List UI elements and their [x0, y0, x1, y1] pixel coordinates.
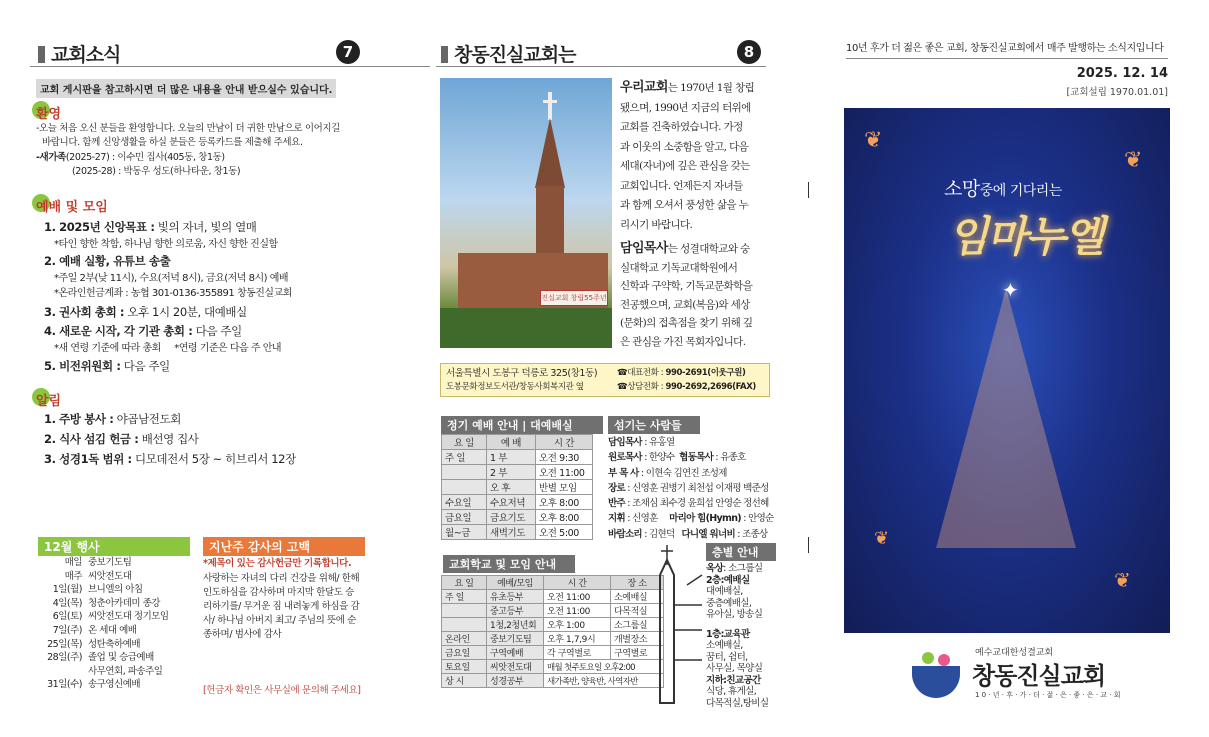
table-cell [442, 480, 487, 495]
worship-table [441, 434, 593, 540]
floor-1-line: 소예배실, [706, 640, 743, 651]
december-event: 성탄축하예배 [88, 638, 141, 650]
table-row [442, 495, 593, 510]
table-row [442, 525, 593, 540]
table-cell: 구역예배 [487, 646, 544, 660]
christmas-tree-icon [936, 288, 1076, 548]
table-row [442, 660, 664, 674]
notice-banner: 교회 게시판을 참고하시면 더 많은 내용을 안내 받으실수 있습니다. [36, 79, 336, 98]
about-pastor: 담임목사는 성결대학교와 숭 실대학교 기독교대학원에서 신학과 구약학, 기독교문화학을 전공했으며, 교회(복음)와 세상 (문화)의 접촉점을 찾기 위해 깊 은 관심을 가진 목회자입니다. [620, 241, 753, 348]
table-header-cell: 시 간 [536, 435, 593, 450]
church-photo [440, 78, 612, 348]
middle-section-title: 창동진실교회는 [441, 40, 575, 67]
tagline: 10년 후가 더 젊은 좋은 교회, 창동진실교회에서 매주 발행하는 소식지입니다 [846, 43, 1164, 54]
table-cell: 주 일 [442, 590, 487, 604]
left-title-rule [30, 66, 430, 67]
table-cell: 금요일 [442, 646, 487, 660]
table-header-cell: 요 일 [442, 435, 487, 450]
founded-date: [교회설립 1970.01.01] [1066, 87, 1168, 98]
table-cell: 반별 모임 [536, 480, 593, 495]
table-row [442, 510, 593, 525]
logo-dot [922, 652, 934, 664]
worship-table-heading: 정기 예배 안내 | 대예배실 [441, 416, 603, 434]
table-cell: 새가족반, 양육반, 사역자반 [544, 674, 664, 688]
worship-table-wrap [441, 434, 593, 540]
floors-heading: 층별 안내 [706, 543, 776, 561]
leaf-decoration-icon: ❦ [864, 128, 883, 153]
table-cell [442, 618, 487, 632]
table-cell [442, 465, 487, 480]
worship-item-2-sub1: *주일 2부(낮 11시), 수요(저녁 8시), 금요(저녁 8시) 예배 [54, 273, 289, 284]
table-cell: 수요저녁 [487, 495, 536, 510]
table-row [442, 465, 593, 480]
notices-heading: 알림 [36, 390, 61, 409]
december-event: 브니엘의 아침 [88, 584, 143, 596]
page-number-8: 8 [737, 40, 761, 64]
gratitude-heading: 지난주 감사의 고백 [203, 537, 365, 556]
staff-line: 반주 : 조채심 최수경 윤희섭 안영순 정선혜 [608, 498, 769, 510]
middle-title-rule [436, 66, 766, 67]
school-table-heading: 교회학교 및 모임 안내 [443, 555, 575, 573]
table-cell: 구역별로 [611, 646, 664, 660]
welcome-line2: 바랍니다. 함께 신앙생활을 하실 분들은 등록카드를 제출해 주세요. [42, 137, 303, 148]
table-header-cell: 시 간 [544, 576, 611, 590]
table-header-cell: 장 소 [611, 576, 664, 590]
steeple-shape [535, 118, 565, 188]
worship-item-1-sub: *타인 향한 착함, 하나님 향한 의로움, 자신 향한 진실함 [54, 239, 278, 250]
december-row [38, 610, 188, 624]
table-cell: 1청,2청년회 [487, 618, 544, 632]
december-date: 6일(토) [52, 611, 82, 623]
cross-bar [543, 100, 557, 103]
table-cell: 소그룹실 [611, 618, 664, 632]
trees-shape [440, 308, 612, 348]
table-cell: 각 구역별로 [544, 646, 611, 660]
table-cell: 매월 첫주토요일 오후2:00 [544, 660, 664, 674]
december-event: 중보기도팀 [88, 557, 132, 568]
table-cell: 오후 1,7,9시 [544, 632, 611, 646]
december-event: 졸업 및 승급예배 [88, 652, 154, 664]
table-header-row [442, 576, 664, 590]
worship-item-5: 5. 비전위원회 : 다음 주일 [44, 359, 170, 373]
address-box [440, 363, 770, 397]
floor-b1-line: 다목적실,탕비실 [706, 697, 769, 709]
december-row [38, 638, 188, 652]
table-row [442, 604, 664, 618]
phone-counsel: ☎상담전화 : 990-2692,2696(FAX) [617, 382, 756, 392]
table-cell: 월~금 [442, 525, 487, 540]
table-cell [442, 604, 487, 618]
december-date: 31일(수) [47, 679, 82, 691]
page-number-7: 7 [336, 40, 360, 64]
table-cell: 오전 11:00 [544, 590, 611, 604]
table-cell: 성경공부 [487, 674, 544, 688]
floor-1-title: 1층:교육관 [706, 628, 750, 640]
floor-b1-title: 지하:친교공간 [706, 674, 761, 686]
december-row [38, 665, 188, 679]
table-row [442, 618, 664, 632]
floor-b1-line: 식당, 휴게실, [706, 686, 757, 697]
december-row [38, 583, 188, 597]
welcome-line1: -오늘 처음 오신 분들을 환영합니다. 오늘의 만남이 더 귀한 만남으로 이어지길 [36, 123, 340, 134]
worship-heading: 예배 및 모임 [36, 196, 108, 215]
december-date: 7일(주) [52, 624, 82, 636]
table-cell: 오전 5:00 [536, 525, 593, 540]
table-row [442, 674, 664, 688]
december-row [38, 597, 188, 611]
gratitude-line4: 사/ 하나님 아버지 최고/ 주님의 뜻에 순 [203, 615, 356, 626]
about-pastor-head: 담임목사 [620, 241, 668, 256]
table-cell: 주 일 [442, 450, 487, 465]
fold-mark [808, 182, 809, 198]
address-line2: 도봉문화정보도서관/창동사회복지관 옆 [446, 382, 584, 392]
gratitude-intro: *제목이 있는 감사헌금만 기록합니다. [203, 558, 352, 569]
worship-item-2: 2. 예배 실황, 유튜브 송출 [44, 254, 171, 268]
newfamily-row1: -새가족(2025-27) : 이수민 집사(405동, 창1동) [36, 152, 225, 163]
december-date: 1일(월) [52, 584, 82, 596]
leaf-decoration-icon: ❦ [1114, 568, 1131, 592]
table-cell: 온라인 [442, 632, 487, 646]
phone-main: ☎대표전화 : 990-2691(이웃구원) [617, 368, 746, 378]
worship-item-4: 4. 새로운 시작, 각 기관 총회 : 다음 주일 [44, 324, 242, 338]
about-church-head: 우리교회 [620, 80, 668, 95]
leaf-decoration-icon: ❦ [874, 528, 890, 549]
staff-line: 원로목사 : 한양수 협동목사 : 유종호 [608, 452, 746, 464]
staff-heading: 섬기는 사람들 [608, 416, 700, 434]
december-event: 씨앗전도대 정기모임 [88, 611, 169, 623]
logo-slogan: 1 0 · 년 · 후 · 가 · 더 · 젊 · 은 · 좋 · 은 · 교 · 회 [975, 691, 1121, 699]
table-cell: 중보기도팀 [487, 632, 544, 646]
december-row [38, 570, 188, 584]
floor-2-line: 중층예배실, [706, 597, 752, 609]
table-cell: 유초등부 [487, 590, 544, 604]
december-date: 매주 [64, 570, 82, 582]
newfamily-row2: (2025-28) : 박동우 성도(하나타운, 창1동) [72, 166, 241, 177]
floor-roof: 옥상: 소그룹실 [706, 563, 763, 574]
address-line1: 서울특별시 도봉구 덕릉로 325(창1동) [446, 368, 598, 379]
december-date: 25일(목) [47, 638, 82, 650]
cross-icon [548, 92, 552, 120]
left-section-title: 교회소식 [38, 40, 120, 67]
table-cell: 금요기도 [487, 510, 536, 525]
school-table [441, 575, 664, 688]
about-church: 우리교회는 1970년 1월 창립 됐으며, 1990년 지금의 터위에 교회를 건축하였습니다. 가정 과 이웃의 소중함을 알고, 다음 세대(자녀)에 깊은 관심을 갖는 교회입니다. 언제든지 자녀들 과 함께 오셔서 풍성한 삶을 누 리시기 바랍니다. [620, 80, 755, 231]
table-row [442, 450, 593, 465]
table-header-cell: 예 배 [487, 435, 536, 450]
december-row [38, 651, 188, 665]
table-cell: 금요일 [442, 510, 487, 525]
gratitude-footer: [헌금자 확인은 사무실에 문의해 주세요] [203, 685, 361, 696]
christmas-poster [844, 108, 1170, 633]
worship-item-3: 3. 권사회 총회 : 오후 1시 20분, 대예배실 [44, 305, 247, 319]
december-row [38, 556, 188, 570]
logo-church-name: 창동진실교회 [972, 662, 1106, 690]
welcome-heading: 환영 [36, 103, 61, 122]
notice-item-3: 3. 성경1독 범위 : 디모데전서 5장 ~ 히브리서 12장 [44, 452, 296, 466]
floor-2-title: 2층:예배실 [706, 574, 750, 586]
table-cell: 오후 1:00 [544, 618, 611, 632]
table-cell: 1 부 [487, 450, 536, 465]
december-row [38, 624, 188, 638]
december-date: 매일 [64, 557, 82, 568]
december-event: 씨앗전도대 [88, 570, 132, 582]
staff-line: 장로 : 신영훈 권병기 최천섭 이재평 백준성 [608, 482, 769, 494]
table-cell: 오 후 [487, 480, 536, 495]
table-cell: 오전 9:30 [536, 450, 593, 465]
december-list [38, 556, 188, 692]
floor-1-line: 사무실, 목양실 [706, 663, 763, 674]
floor-2-line: 유아실, 방송실 [706, 609, 763, 620]
floors-list [706, 563, 776, 709]
table-cell: 오후 8:00 [536, 510, 593, 525]
star-icon: ✦ [1002, 278, 1019, 302]
table-cell: 씨앗전도대 [487, 660, 544, 674]
tagline-rule [846, 58, 1168, 59]
notice-item-1: 1. 주방 봉사 : 야곱남전도회 [44, 412, 181, 426]
logo-bowl [912, 666, 960, 698]
staff-line: 바람소리 : 김현덕 다니엘 워너비 : 조종상 [608, 528, 768, 540]
poster-line2: 임마누엘 [948, 212, 1103, 261]
building-outline-icon [652, 545, 707, 705]
logo-denomination: 예수교대한성결교회 [975, 648, 1054, 658]
staff-line: 지휘 : 신영훈 마리아 힘(Hymn) : 안영순 [608, 513, 774, 525]
table-header-row [442, 435, 593, 450]
table-cell: 상 시 [442, 674, 487, 688]
worship-item-2-sub2: *온라인헌금계좌 : 농협 301-0136-355891 창동진실교회 [54, 288, 292, 299]
worship-item-4-sub: *새 연령 기준에 따라 총회 *연령 기준은 다음 주 안내 [54, 343, 282, 354]
december-event: 송구영신예배 [88, 679, 141, 691]
school-table-wrap [441, 575, 664, 688]
gratitude-line1: 사랑하는 자녀의 다리 건강을 위해/ 한해 [203, 573, 360, 584]
table-cell: 중고등부 [487, 604, 544, 618]
december-event: 사무연회, 파송주일 [88, 665, 163, 677]
table-cell: 새벽기도 [487, 525, 536, 540]
staff-line: 부 목 사 : 이현숙 김연진 조성제 [608, 467, 727, 479]
december-date: 28일(주) [47, 652, 82, 664]
table-row [442, 590, 664, 604]
gratitude-line2: 인도하심을 감사하며 마지막 한달도 승 [203, 587, 354, 598]
notice-item-2: 2. 식사 섬김 헌금 : 배선영 집사 [44, 432, 199, 446]
staff-line: 담임목사 : 유홍열 [608, 437, 675, 448]
table-header-cell: 예배/모임 [487, 576, 544, 590]
december-heading: 12월 행사 [38, 537, 190, 556]
table-cell: 2 부 [487, 465, 536, 480]
floor-1-line: 꿈터, 쉼터, [706, 651, 748, 663]
staff-list [608, 435, 773, 542]
table-row [442, 646, 664, 660]
gratitude-line5: 종하며/ 범사에 감사 [203, 629, 282, 640]
poster-line1: 소망중에 기다리는 [944, 178, 1062, 200]
table-row [442, 480, 593, 495]
table-cell: 개별장소 [611, 632, 664, 646]
logo-dot [938, 654, 950, 666]
table-header-cell: 요 일 [442, 576, 487, 590]
leaf-decoration-icon: ❦ [1124, 148, 1143, 173]
church-banner: 진실교회 창립55주년 [540, 290, 608, 306]
floor-2-line: 대예배실, [706, 586, 743, 597]
december-date: 4일(목) [52, 597, 82, 609]
worship-item-1: 1. 2025년 신앙목표 : 빛의 자녀, 빛의 열매 [44, 220, 257, 234]
table-cell: 토요일 [442, 660, 487, 674]
december-event: 청춘아카데미 종강 [88, 597, 160, 609]
table-cell: 다목적실 [611, 604, 664, 618]
december-event: 온 세대 예배 [88, 624, 137, 636]
fold-mark [808, 537, 809, 553]
table-cell: 소예배실 [611, 590, 664, 604]
table-row [442, 632, 664, 646]
december-row [38, 678, 188, 692]
gratitude-line3: 리하기를/ 무거운 짐 내려놓게 하심을 감 [203, 601, 360, 612]
issue-date: 2025. 12. 14 [1076, 66, 1168, 81]
table-cell: 오후 8:00 [536, 495, 593, 510]
church-logo-icon [912, 652, 964, 700]
table-cell: 수요일 [442, 495, 487, 510]
table-cell: 오전 11:00 [536, 465, 593, 480]
table-cell: 오전 11:00 [544, 604, 611, 618]
